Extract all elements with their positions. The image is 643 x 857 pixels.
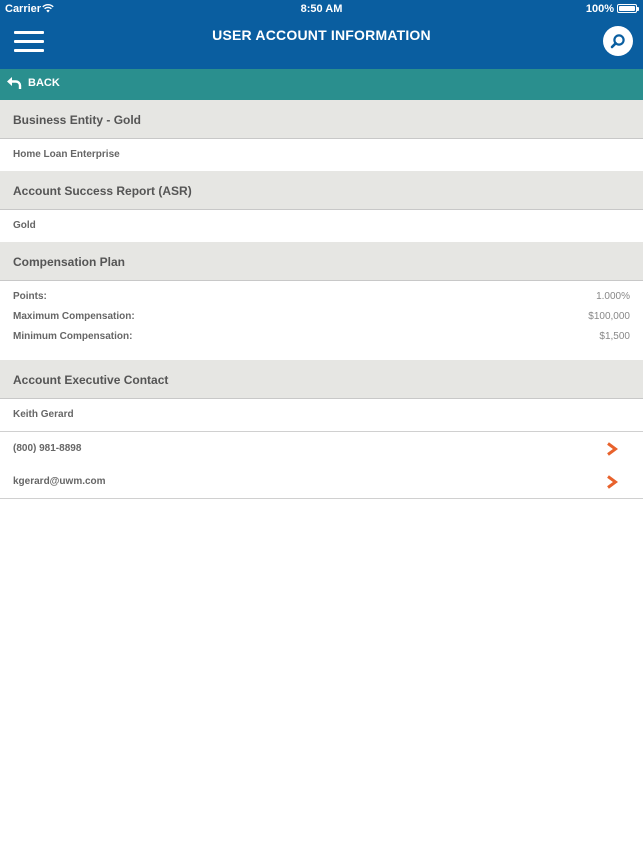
back-arrow-icon xyxy=(6,75,22,91)
compensation-details xyxy=(0,281,643,361)
search-icon xyxy=(609,32,627,50)
compensation-points xyxy=(13,291,630,305)
status-bar xyxy=(0,0,643,18)
section-title: Account Success Report (ASR) xyxy=(13,184,192,198)
section-header-asr xyxy=(0,171,643,210)
points-value: 1.000% xyxy=(596,291,630,302)
chevron-right-icon xyxy=(606,442,618,456)
back-button[interactable] xyxy=(0,69,643,100)
maximum-compensation-value: $100,000 xyxy=(588,311,630,322)
ae-email-row[interactable] xyxy=(0,465,643,499)
compensation-maximum xyxy=(13,311,630,325)
section-title: Business Entity - Gold xyxy=(13,113,142,127)
compensation-minimum xyxy=(13,331,630,345)
page-title: USER ACCOUNT INFORMATION xyxy=(212,27,431,43)
ae-phone[interactable]: (800) 981-8898 xyxy=(13,443,82,454)
ae-phone-row[interactable] xyxy=(0,432,643,466)
ae-name: Keith Gerard xyxy=(13,409,74,420)
chevron-right-icon xyxy=(606,475,618,489)
maximum-compensation-label: Maximum Compensation: xyxy=(13,311,135,322)
section-header-business-entity xyxy=(0,100,643,139)
section-title: Compensation Plan xyxy=(13,255,126,269)
carrier-label: Carrier xyxy=(5,3,42,15)
ae-name-row xyxy=(0,399,643,432)
business-entity-row xyxy=(0,139,643,172)
asr-row xyxy=(0,210,643,243)
app-header xyxy=(0,0,643,69)
section-header-ae-contact xyxy=(0,360,643,399)
points-label: Points: xyxy=(13,291,47,302)
ae-email[interactable]: kgerard@uwm.com xyxy=(13,476,106,487)
battery-icon xyxy=(617,4,637,13)
asr-value: Gold xyxy=(13,220,36,231)
battery-percentage: 100% xyxy=(585,3,614,15)
clock: 8:50 AM xyxy=(300,3,343,15)
back-label: BACK xyxy=(28,77,60,89)
section-header-compensation xyxy=(0,242,643,281)
minimum-compensation-label: Minimum Compensation: xyxy=(13,331,133,342)
search-button[interactable] xyxy=(603,26,633,56)
minimum-compensation-value: $1,500 xyxy=(599,331,630,342)
business-entity-value: Home Loan Enterprise xyxy=(13,149,120,160)
section-title: Account Executive Contact xyxy=(13,373,169,387)
